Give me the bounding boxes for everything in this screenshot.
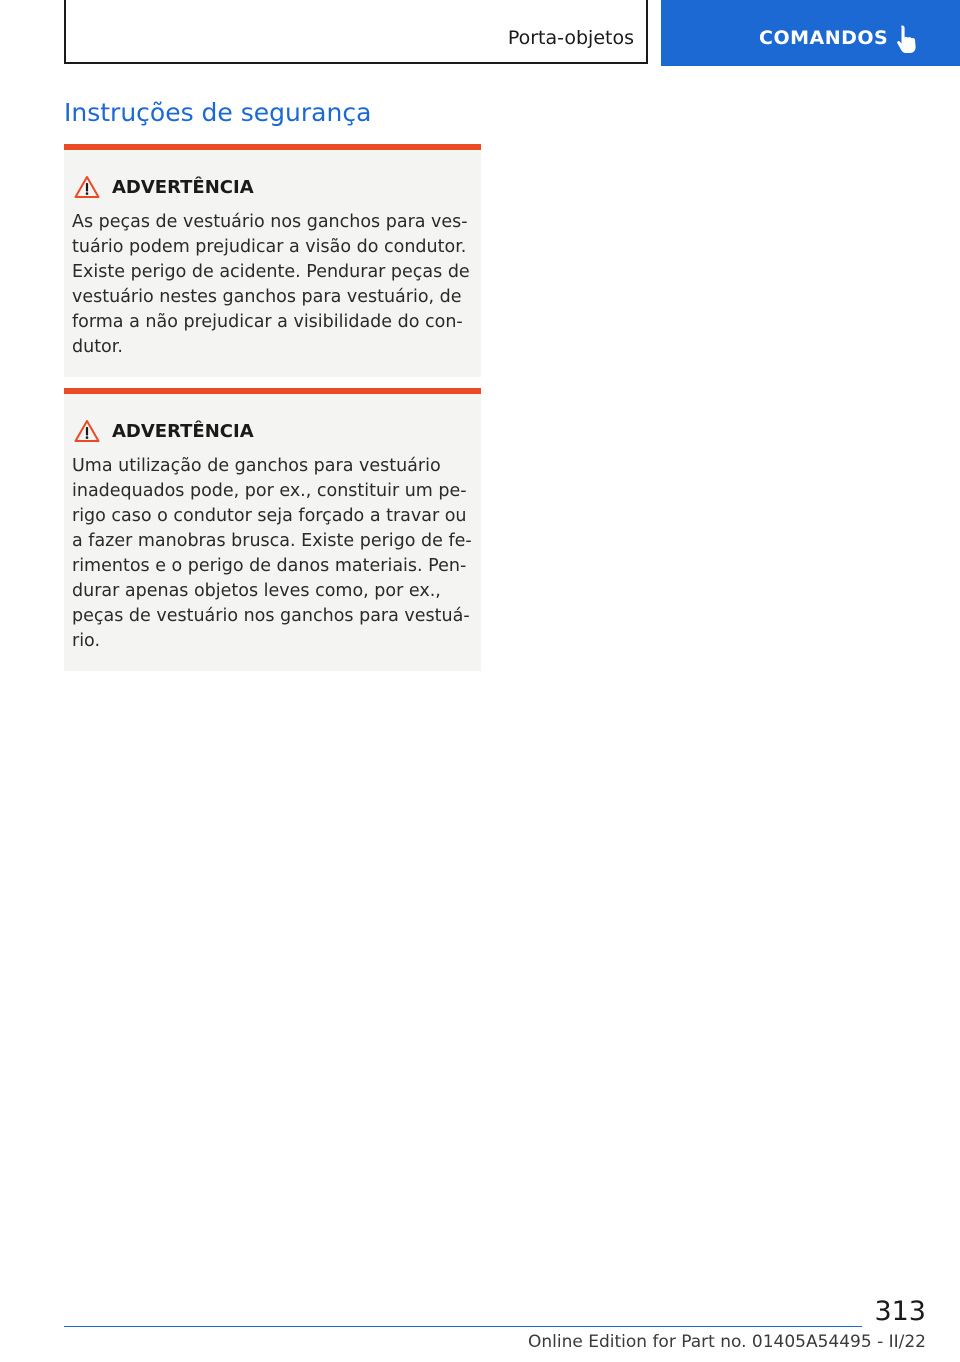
warning-text-line: peças de vestuário nos ganchos para vestuá-	[72, 606, 470, 626]
warning-text-line: vestuário nestes ganchos para vestuário, de	[72, 287, 462, 307]
warning-triangle-icon	[74, 175, 100, 199]
warning-text-line: Uma utilização de ganchos para vestuário	[72, 456, 441, 476]
warning-text-line: rimentos e o perigo de danos materiais. Pen-	[72, 556, 467, 576]
warning-text-line: durar apenas objetos leves como, por ex.,	[72, 581, 441, 601]
warning-text	[72, 454, 476, 654]
footer-divider	[64, 1326, 862, 1327]
warning-header	[74, 418, 254, 444]
warning-heading: ADVERTÊNCIA	[112, 420, 254, 442]
warning-text-line: rigo caso o condutor seja forçado a travar ou	[72, 506, 467, 526]
chapter-title: Porta-objetos	[507, 27, 634, 49]
warning-box	[64, 388, 481, 671]
warning-text-line: a fazer manobras brusca. Existe perigo de fe-	[72, 531, 472, 551]
warning-triangle-icon	[74, 419, 100, 443]
warning-text-line: dutor.	[72, 337, 123, 357]
warning-box	[64, 144, 481, 377]
page-number: 313	[874, 1296, 926, 1327]
warning-text-line: Existe perigo de acidente. Pendurar peças de	[72, 262, 470, 282]
warning-header	[74, 174, 254, 200]
warning-text-line: forma a não prejudicar a visibilidade do con-	[72, 312, 463, 332]
section-tab-label: COMANDOS	[759, 27, 889, 49]
section-heading: Instruções de segurança	[64, 98, 372, 127]
pointing-hand-icon	[896, 24, 922, 54]
warning-text-line: tuário podem prejudicar a visão do condutor.	[72, 237, 467, 257]
warning-heading: ADVERTÊNCIA	[112, 176, 254, 198]
warning-text-line: rio.	[72, 631, 101, 651]
warning-text-line: inadequados pode, por ex., constituir um pe-	[72, 481, 467, 501]
edition-info: Online Edition for Part no. 01405A54495 - II/22	[527, 1332, 926, 1352]
warning-text-line: As peças de vestuário nos ganchos para ves-	[72, 212, 468, 232]
header-chapter-box	[64, 0, 648, 64]
header-section-tab[interactable]	[661, 0, 960, 66]
warning-text	[72, 210, 476, 360]
